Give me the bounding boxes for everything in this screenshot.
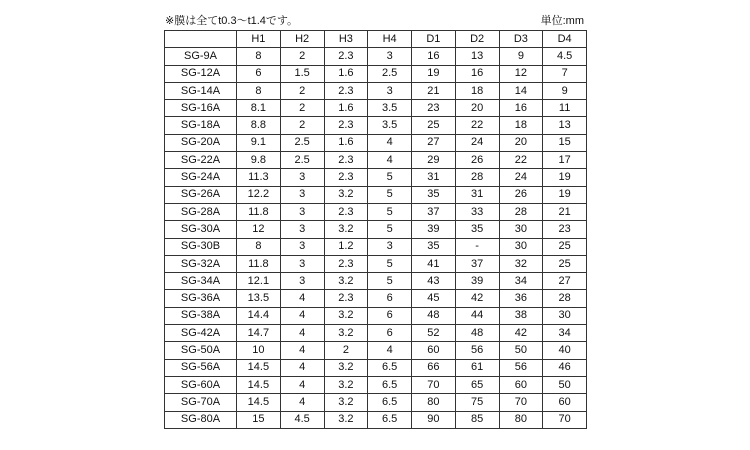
model-cell: SG-60A <box>165 376 237 393</box>
table-row <box>165 290 587 307</box>
value-cell: 3 <box>368 238 412 255</box>
value-cell: 3 <box>280 273 324 290</box>
value-cell: 8 <box>237 48 281 65</box>
value-cell: 4 <box>280 359 324 376</box>
unit-label: 単位:mm <box>540 15 584 27</box>
model-cell: SG-28A <box>165 203 237 220</box>
value-cell: 70 <box>412 376 456 393</box>
value-cell: 32 <box>499 255 543 272</box>
value-cell: - <box>455 238 499 255</box>
value-cell: 28 <box>543 290 587 307</box>
value-cell: 42 <box>499 325 543 342</box>
value-cell: 14 <box>499 82 543 99</box>
value-cell: 16 <box>499 100 543 117</box>
value-cell: 2.5 <box>280 152 324 169</box>
value-cell: 4 <box>280 376 324 393</box>
value-cell: 10 <box>237 342 281 359</box>
table-row <box>165 411 587 428</box>
table-row <box>165 221 587 238</box>
value-cell: 38 <box>499 307 543 324</box>
value-cell: 3 <box>368 48 412 65</box>
header-cell-h3: H3 <box>324 31 368 48</box>
value-cell: 11.8 <box>237 203 281 220</box>
value-cell: 22 <box>455 117 499 134</box>
value-cell: 12.2 <box>237 186 281 203</box>
value-cell: 3 <box>280 169 324 186</box>
value-cell: 5 <box>368 221 412 238</box>
value-cell: 39 <box>455 273 499 290</box>
value-cell: 5 <box>368 255 412 272</box>
table-row <box>165 273 587 290</box>
value-cell: 70 <box>499 394 543 411</box>
value-cell: 20 <box>499 134 543 151</box>
value-cell: 36 <box>499 290 543 307</box>
value-cell: 25 <box>543 255 587 272</box>
value-cell: 2.5 <box>280 134 324 151</box>
value-cell: 5 <box>368 273 412 290</box>
value-cell: 27 <box>543 273 587 290</box>
value-cell: 52 <box>412 325 456 342</box>
model-cell: SG-34A <box>165 273 237 290</box>
value-cell: 14.7 <box>237 325 281 342</box>
value-cell: 41 <box>412 255 456 272</box>
value-cell: 2.3 <box>324 203 368 220</box>
value-cell: 22 <box>499 152 543 169</box>
value-cell: 2.3 <box>324 48 368 65</box>
value-cell: 3.2 <box>324 411 368 428</box>
value-cell: 4 <box>368 152 412 169</box>
value-cell: 26 <box>455 152 499 169</box>
value-cell: 9 <box>499 48 543 65</box>
value-cell: 23 <box>543 221 587 238</box>
value-cell: 14.5 <box>237 394 281 411</box>
value-cell: 40 <box>543 342 587 359</box>
model-cell: SG-38A <box>165 307 237 324</box>
table-row <box>165 82 587 99</box>
value-cell: 21 <box>543 203 587 220</box>
value-cell: 11.8 <box>237 255 281 272</box>
value-cell: 2.5 <box>368 65 412 82</box>
value-cell: 80 <box>412 394 456 411</box>
model-cell: SG-14A <box>165 82 237 99</box>
value-cell: 3 <box>368 82 412 99</box>
value-cell: 50 <box>543 376 587 393</box>
value-cell: 3.5 <box>368 100 412 117</box>
value-cell: 4 <box>280 290 324 307</box>
table-row <box>165 342 587 359</box>
value-cell: 90 <box>412 411 456 428</box>
value-cell: 2.3 <box>324 82 368 99</box>
value-cell: 4 <box>280 342 324 359</box>
value-cell: 17 <box>543 152 587 169</box>
header-cell-model <box>165 31 237 48</box>
value-cell: 56 <box>455 342 499 359</box>
model-cell: SG-16A <box>165 100 237 117</box>
value-cell: 3.2 <box>324 186 368 203</box>
model-cell: SG-24A <box>165 169 237 186</box>
value-cell: 60 <box>499 376 543 393</box>
value-cell: 48 <box>412 307 456 324</box>
value-cell: 26 <box>499 186 543 203</box>
value-cell: 13.5 <box>237 290 281 307</box>
table-row <box>165 65 587 82</box>
table-row <box>165 134 587 151</box>
value-cell: 11 <box>543 100 587 117</box>
table-row <box>165 169 587 186</box>
model-cell: SG-70A <box>165 394 237 411</box>
value-cell: 48 <box>455 325 499 342</box>
value-cell: 2 <box>280 48 324 65</box>
value-cell: 66 <box>412 359 456 376</box>
value-cell: 8 <box>237 238 281 255</box>
value-cell: 5 <box>368 169 412 186</box>
value-cell: 21 <box>412 82 456 99</box>
value-cell: 4 <box>280 307 324 324</box>
value-cell: 2 <box>324 342 368 359</box>
value-cell: 3 <box>280 186 324 203</box>
value-cell: 19 <box>543 169 587 186</box>
model-cell: SG-22A <box>165 152 237 169</box>
value-cell: 6 <box>237 65 281 82</box>
value-cell: 24 <box>455 134 499 151</box>
value-cell: 8.8 <box>237 117 281 134</box>
value-cell: 18 <box>455 82 499 99</box>
value-cell: 3.2 <box>324 273 368 290</box>
value-cell: 4.5 <box>280 411 324 428</box>
value-cell: 9.1 <box>237 134 281 151</box>
value-cell: 27 <box>412 134 456 151</box>
value-cell: 6 <box>368 290 412 307</box>
table-row <box>165 376 587 393</box>
value-cell: 13 <box>455 48 499 65</box>
value-cell: 45 <box>412 290 456 307</box>
value-cell: 42 <box>455 290 499 307</box>
value-cell: 14.5 <box>237 376 281 393</box>
value-cell: 2 <box>280 100 324 117</box>
value-cell: 25 <box>412 117 456 134</box>
table-row <box>165 203 587 220</box>
value-cell: 2.3 <box>324 169 368 186</box>
value-cell: 35 <box>412 186 456 203</box>
value-cell: 4 <box>368 342 412 359</box>
model-cell: SG-56A <box>165 359 237 376</box>
value-cell: 3.2 <box>324 359 368 376</box>
value-cell: 6.5 <box>368 376 412 393</box>
value-cell: 30 <box>543 307 587 324</box>
value-cell: 1.5 <box>280 65 324 82</box>
value-cell: 37 <box>412 203 456 220</box>
dimension-table <box>164 30 587 429</box>
value-cell: 85 <box>455 411 499 428</box>
table-row <box>165 152 587 169</box>
value-cell: 3.2 <box>324 394 368 411</box>
value-cell: 3 <box>280 238 324 255</box>
table-row <box>165 394 587 411</box>
model-cell: SG-50A <box>165 342 237 359</box>
value-cell: 34 <box>543 325 587 342</box>
value-cell: 1.6 <box>324 134 368 151</box>
value-cell: 28 <box>499 203 543 220</box>
table-row <box>165 48 587 65</box>
value-cell: 16 <box>455 65 499 82</box>
value-cell: 5 <box>368 186 412 203</box>
value-cell: 2 <box>280 82 324 99</box>
model-cell: SG-80A <box>165 411 237 428</box>
model-cell: SG-26A <box>165 186 237 203</box>
header-cell-d3: D3 <box>499 31 543 48</box>
value-cell: 3 <box>280 221 324 238</box>
table-row <box>165 186 587 203</box>
model-cell: SG-30A <box>165 221 237 238</box>
value-cell: 61 <box>455 359 499 376</box>
value-cell: 2.3 <box>324 290 368 307</box>
value-cell: 4 <box>280 394 324 411</box>
value-cell: 28 <box>455 169 499 186</box>
value-cell: 8 <box>237 82 281 99</box>
table-body <box>165 48 587 429</box>
value-cell: 3.2 <box>324 325 368 342</box>
table-header <box>165 31 587 48</box>
value-cell: 31 <box>455 186 499 203</box>
table-row <box>165 255 587 272</box>
value-cell: 3 <box>280 203 324 220</box>
value-cell: 37 <box>455 255 499 272</box>
value-cell: 4.5 <box>543 48 587 65</box>
value-cell: 5 <box>368 203 412 220</box>
header-cell-h1: H1 <box>237 31 281 48</box>
value-cell: 12 <box>237 221 281 238</box>
value-cell: 11.3 <box>237 169 281 186</box>
value-cell: 30 <box>499 238 543 255</box>
model-cell: SG-36A <box>165 290 237 307</box>
value-cell: 80 <box>499 411 543 428</box>
value-cell: 18 <box>499 117 543 134</box>
table-row <box>165 307 587 324</box>
value-cell: 12.1 <box>237 273 281 290</box>
model-cell: SG-12A <box>165 65 237 82</box>
value-cell: 8.1 <box>237 100 281 117</box>
value-cell: 2.3 <box>324 152 368 169</box>
value-cell: 3.2 <box>324 376 368 393</box>
table-row <box>165 238 587 255</box>
value-cell: 44 <box>455 307 499 324</box>
value-cell: 33 <box>455 203 499 220</box>
value-cell: 20 <box>455 100 499 117</box>
header-cell-h2: H2 <box>280 31 324 48</box>
value-cell: 3.2 <box>324 221 368 238</box>
value-cell: 75 <box>455 394 499 411</box>
value-cell: 3 <box>280 255 324 272</box>
model-cell: SG-18A <box>165 117 237 134</box>
value-cell: 1.6 <box>324 65 368 82</box>
value-cell: 7 <box>543 65 587 82</box>
value-cell: 24 <box>499 169 543 186</box>
value-cell: 2 <box>280 117 324 134</box>
header-cell-d1: D1 <box>412 31 456 48</box>
value-cell: 2.3 <box>324 255 368 272</box>
value-cell: 3.5 <box>368 117 412 134</box>
value-cell: 2.3 <box>324 117 368 134</box>
value-cell: 34 <box>499 273 543 290</box>
header-cell-d4: D4 <box>543 31 587 48</box>
value-cell: 1.2 <box>324 238 368 255</box>
value-cell: 19 <box>412 65 456 82</box>
value-cell: 50 <box>499 342 543 359</box>
value-cell: 6 <box>368 325 412 342</box>
value-cell: 31 <box>412 169 456 186</box>
value-cell: 15 <box>237 411 281 428</box>
table-row <box>165 117 587 134</box>
value-cell: 14.4 <box>237 307 281 324</box>
value-cell: 6.5 <box>368 394 412 411</box>
header-cell-h4: H4 <box>368 31 412 48</box>
value-cell: 70 <box>543 411 587 428</box>
value-cell: 12 <box>499 65 543 82</box>
value-cell: 60 <box>543 394 587 411</box>
table-row <box>165 100 587 117</box>
value-cell: 35 <box>455 221 499 238</box>
header-row <box>165 31 587 48</box>
value-cell: 30 <box>499 221 543 238</box>
value-cell: 6 <box>368 307 412 324</box>
value-cell: 39 <box>412 221 456 238</box>
value-cell: 15 <box>543 134 587 151</box>
value-cell: 43 <box>412 273 456 290</box>
value-cell: 1.6 <box>324 100 368 117</box>
model-cell: SG-20A <box>165 134 237 151</box>
model-cell: SG-32A <box>165 255 237 272</box>
value-cell: 35 <box>412 238 456 255</box>
value-cell: 60 <box>412 342 456 359</box>
value-cell: 6.5 <box>368 411 412 428</box>
value-cell: 46 <box>543 359 587 376</box>
value-cell: 14.5 <box>237 359 281 376</box>
value-cell: 4 <box>368 134 412 151</box>
value-cell: 9.8 <box>237 152 281 169</box>
model-cell: SG-42A <box>165 325 237 342</box>
model-cell: SG-9A <box>165 48 237 65</box>
value-cell: 3.2 <box>324 307 368 324</box>
value-cell: 65 <box>455 376 499 393</box>
value-cell: 6.5 <box>368 359 412 376</box>
value-cell: 13 <box>543 117 587 134</box>
value-cell: 29 <box>412 152 456 169</box>
value-cell: 16 <box>412 48 456 65</box>
value-cell: 4 <box>280 325 324 342</box>
value-cell: 56 <box>499 359 543 376</box>
table-row <box>165 359 587 376</box>
membrane-thickness-note: ※膜は全てt0.3〜t1.4です。 <box>165 15 299 27</box>
value-cell: 25 <box>543 238 587 255</box>
table-row <box>165 325 587 342</box>
model-cell: SG-30B <box>165 238 237 255</box>
header-cell-d2: D2 <box>455 31 499 48</box>
value-cell: 23 <box>412 100 456 117</box>
value-cell: 19 <box>543 186 587 203</box>
value-cell: 9 <box>543 82 587 99</box>
